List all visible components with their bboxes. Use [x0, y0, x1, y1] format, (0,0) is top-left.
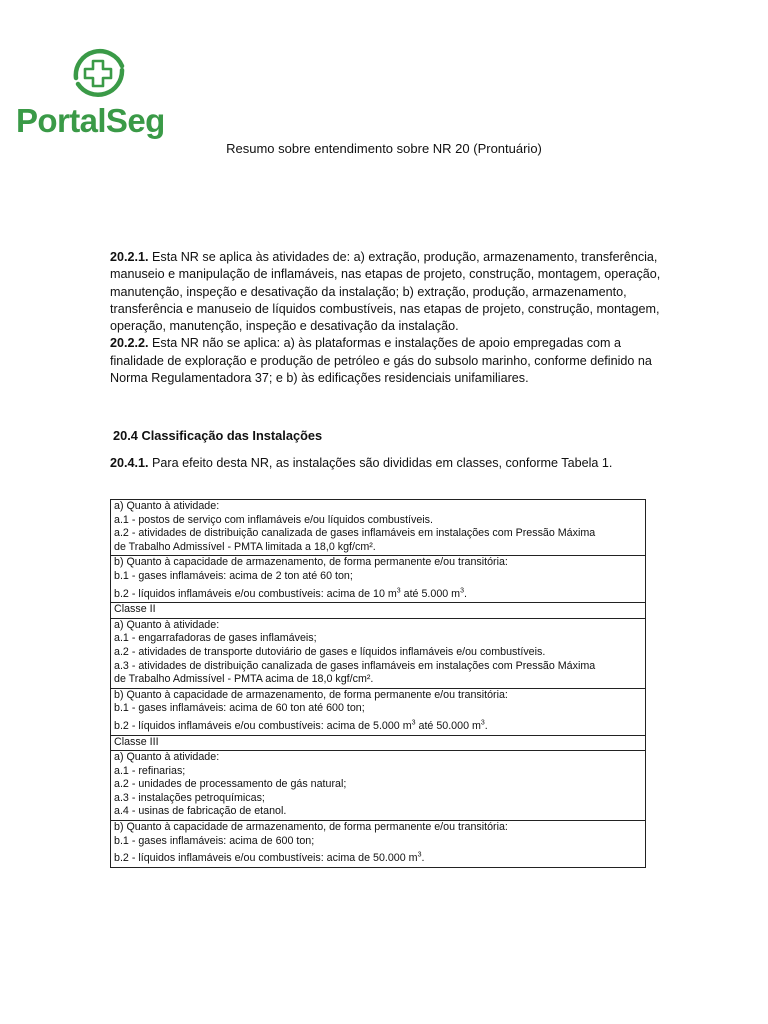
paragraph-number: 20.2.1.: [110, 250, 149, 264]
table-line: b.1 - gases inflamáveis: acima de 2 ton até 60 ton;: [114, 569, 353, 582]
paragraph-20-4-1: [110, 455, 670, 472]
paragraph-text: Esta NR não se aplica: a) às plataformas e instalações de apoio empregadas com a finalidade de exploração e produção de petróleo e gás do subsolo marinho, conforme definido na Norma Regulamentadora 37; e b) às edificações residenciais unifamiliares.: [110, 336, 652, 386]
paragraph-20-2-1: [110, 249, 670, 335]
table-line: a) Quanto à atividade:: [114, 618, 220, 631]
paragraph-text: Esta NR se aplica às atividades de: a) extração, produção, armazenamento, transferência, manuseio e manipulação de inflamáveis, nas etapas de projeto, construção, montagem, operação, manutenção, inspeção e desativação da instalação; b) extração, produção, armazenamento, transferência e manuseio de líquidos combustíveis, nas etapas de projeto, construção, montagem, operação, manutenção, inspeção e desativação da instalação.: [110, 250, 661, 334]
table-row: [111, 688, 646, 735]
table-line: a.1 - engarrafadoras de gases inflamáveis;: [114, 632, 317, 645]
document-title-text: Resumo sobre entendimento sobre NR 20 (Prontuário): [226, 141, 542, 156]
table-line: a.1 - refinarias;: [114, 764, 186, 777]
body-paragraphs: [110, 249, 670, 387]
section-heading: 20.4 Classificação das Instalações: [113, 428, 323, 443]
table-row: [111, 735, 646, 751]
logo-wordmark: PortalSeg: [16, 102, 165, 139]
table-row: [111, 556, 646, 603]
table-line: b) Quanto à capacidade de armazenamento, de forma permanente e/ou transitória:: [114, 688, 508, 701]
table-line: b) Quanto à capacidade de armazenamento, de forma permanente e/ou transitória:: [114, 556, 508, 569]
table-line: de Trabalho Admissível - PMTA limitada a 18,0 kgf/cm².: [114, 540, 376, 553]
table-line: a.2 - atividades de transporte dutoviário de gases e líquidos inflamáveis e/ou combustíveis.: [114, 645, 546, 658]
paragraph-text: Para efeito desta NR, as instalações são divididas em classes, conforme Tabela 1.: [148, 456, 613, 470]
table-line: b.2 - líquidos inflamáveis e/ou combustíveis: acima de 50.000 $m^3$.: [114, 851, 425, 865]
class-label: Classe III: [114, 735, 159, 748]
table-row: [111, 603, 646, 619]
cross-shield-icon: [68, 48, 130, 98]
table-line: a.3 - atividades de distribuição canalizada de gases inflamáveis em instalações com Pressão Máxima: [114, 659, 596, 672]
classification-table: [110, 499, 646, 868]
document-title: [0, 141, 768, 156]
table-line: b.2 - líquidos inflamáveis e/ou combustíveis: acima de 5.000 $m^3$ até 50.000 $m^3$.: [114, 719, 488, 732]
table-line: de Trabalho Admissível - PMTA acima de 18,0 kgf/cm².: [114, 673, 374, 686]
table-line: a.4 - usinas de fabricação de etanol.: [114, 805, 287, 818]
table-line: a.2 - unidades de processamento de gás natural;: [114, 778, 347, 791]
table-line: a) Quanto à atividade:: [114, 751, 220, 764]
class-label: Classe II: [114, 603, 156, 616]
paragraph-20-2-2: [110, 335, 670, 387]
table-line: a.3 - instalações petroquímicas;: [114, 791, 265, 804]
table-line: a) Quanto à atividade:: [114, 500, 220, 512]
portalseg-logo: [16, 48, 186, 144]
table-line: b.2 - líquidos inflamáveis e/ou combustíveis: acima de 10 $m^3$ até 5.000 $m^3$.: [114, 587, 467, 600]
paragraph-number: 20.4.1.: [110, 456, 149, 470]
table-row: [111, 821, 646, 868]
table-row: [111, 751, 646, 821]
table-line: a.2 - atividades de distribuição canalizada de gases inflamáveis em instalações com Pressão Máxima: [114, 527, 596, 540]
table-line: a.1 - postos de serviço com inflamáveis e/ou líquidos combustíveis.: [114, 513, 433, 526]
paragraph-number: 20.2.2.: [110, 336, 149, 351]
table-row: [111, 500, 646, 556]
table-line: b) Quanto à capacidade de armazenamento, de forma permanente e/ou transitória:: [114, 821, 508, 834]
table-line: b.1 - gases inflamáveis: acima de 600 ton;: [114, 834, 315, 847]
table-row: [111, 618, 646, 688]
table-line: b.1 - gases inflamáveis: acima de 60 ton até 600 ton;: [114, 702, 365, 715]
